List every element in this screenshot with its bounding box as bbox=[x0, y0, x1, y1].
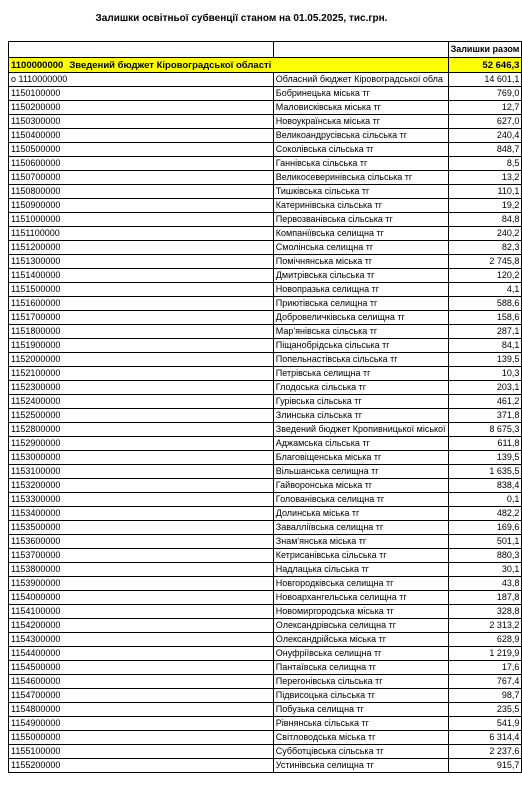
row-name: Вільшанська селищна тг bbox=[273, 465, 448, 479]
row-name: Помічнянська міська тг bbox=[273, 255, 448, 269]
row-name: Катеринівська сільська тг bbox=[273, 199, 448, 213]
row-name: Олександрійська міська тг bbox=[273, 633, 448, 647]
row-value: 235,5 bbox=[448, 703, 522, 717]
table-row bbox=[9, 577, 522, 591]
row-code: 1155100000 bbox=[9, 745, 274, 759]
table-row bbox=[9, 325, 522, 339]
row-value: 541,9 bbox=[448, 717, 522, 731]
row-code: 1151500000 bbox=[9, 283, 274, 297]
row-code: 1152500000 bbox=[9, 409, 274, 423]
row-value: 2 745,8 bbox=[448, 255, 522, 269]
row-value: 43,8 bbox=[448, 577, 522, 591]
row-name: Рівнянська сільська тг bbox=[273, 717, 448, 731]
row-name: Попельнастівська сільська тг bbox=[273, 353, 448, 367]
row-code: 1152800000 bbox=[9, 423, 274, 437]
row-code: 1154800000 bbox=[9, 703, 274, 717]
row-code: 1153800000 bbox=[9, 563, 274, 577]
document-title: Залишки освітньої субвенції станом на 01.05.2025, тис.грн. bbox=[95, 13, 388, 24]
table-row bbox=[9, 507, 522, 521]
row-code: 1154700000 bbox=[9, 689, 274, 703]
row-code: 1152100000 bbox=[9, 367, 274, 381]
row-name: Знам'янська міська тг bbox=[273, 535, 448, 549]
table-row bbox=[9, 395, 522, 409]
total-value: 52 646,3 bbox=[448, 58, 522, 73]
table-row bbox=[9, 605, 522, 619]
row-value: 110,1 bbox=[448, 185, 522, 199]
row-code: 1151200000 bbox=[9, 241, 274, 255]
row-name: Маловисківська міська тг bbox=[273, 101, 448, 115]
row-name: Тишківська сільська тг bbox=[273, 185, 448, 199]
row-code: 1154200000 bbox=[9, 619, 274, 633]
row-value: 17,6 bbox=[448, 661, 522, 675]
table-row bbox=[9, 465, 522, 479]
row-code: 1151300000 bbox=[9, 255, 274, 269]
table-row bbox=[9, 731, 522, 745]
table-row bbox=[9, 185, 522, 199]
row-name: Новопразька селищна тг bbox=[273, 283, 448, 297]
row-name: Благовіщенська міська тг bbox=[273, 451, 448, 465]
table-row bbox=[9, 213, 522, 227]
row-value: 769,0 bbox=[448, 87, 522, 101]
row-code: 1153700000 bbox=[9, 549, 274, 563]
row-name: Приютівська селищна тг bbox=[273, 297, 448, 311]
row-value: 82,3 bbox=[448, 241, 522, 255]
row-value: 139,5 bbox=[448, 451, 522, 465]
table-row bbox=[9, 619, 522, 633]
table-row bbox=[9, 339, 522, 353]
row-name: Новомиргородська міська тг bbox=[273, 605, 448, 619]
row-name: Аджамська сільська тг bbox=[273, 437, 448, 451]
table-row bbox=[9, 759, 522, 773]
row-value: 84,8 bbox=[448, 213, 522, 227]
row-name: Перегонівська сільська тг bbox=[273, 675, 448, 689]
table-row bbox=[9, 143, 522, 157]
row-name: Світловодська міська тг bbox=[273, 731, 448, 745]
row-value: 12,7 bbox=[448, 101, 522, 115]
row-code: 1153600000 bbox=[9, 535, 274, 549]
row-value: 240,2 bbox=[448, 227, 522, 241]
table-row bbox=[9, 241, 522, 255]
row-value: 120,2 bbox=[448, 269, 522, 283]
table-row bbox=[9, 493, 522, 507]
row-name: Смолінська селищна тг bbox=[273, 241, 448, 255]
table-row bbox=[9, 87, 522, 101]
total-name-cell bbox=[273, 58, 448, 73]
row-value: 2 313,2 bbox=[448, 619, 522, 633]
row-code: 1151000000 bbox=[9, 213, 274, 227]
row-name: Злинська сільська тг bbox=[273, 409, 448, 423]
row-code: 1152900000 bbox=[9, 437, 274, 451]
row-name: Петрівська селищна тг bbox=[273, 367, 448, 381]
row-name: Гурівська сільська тг bbox=[273, 395, 448, 409]
row-name: Глодоська сільська тг bbox=[273, 381, 448, 395]
row-name: Завалліївська селищна тг bbox=[273, 521, 448, 535]
table-row bbox=[9, 591, 522, 605]
row-code: 1153100000 bbox=[9, 465, 274, 479]
table-row bbox=[9, 199, 522, 213]
row-name: Піщанобрідська сільська тг bbox=[273, 339, 448, 353]
table-row bbox=[9, 115, 522, 129]
total-name: Зведений бюджет Кіровоградської області bbox=[69, 59, 272, 71]
row-value: 8 675,3 bbox=[448, 423, 522, 437]
table-row bbox=[9, 423, 522, 437]
table-row bbox=[9, 129, 522, 143]
total-code: 1100000000 Зведений бюджет Кіровоградської області bbox=[9, 58, 274, 73]
header-cell-code bbox=[9, 42, 274, 58]
row-value: 30,1 bbox=[448, 563, 522, 577]
row-value: 328,8 bbox=[448, 605, 522, 619]
row-code: 1150700000 bbox=[9, 171, 274, 185]
table-row bbox=[9, 689, 522, 703]
row-name: Надлацька сільська тг bbox=[273, 563, 448, 577]
table-row bbox=[9, 269, 522, 283]
table-row bbox=[9, 675, 522, 689]
header-cell-balance: Залишки разом bbox=[448, 42, 522, 58]
row-value: 169,6 bbox=[448, 521, 522, 535]
balances-table bbox=[8, 41, 522, 773]
row-value: 371,8 bbox=[448, 409, 522, 423]
table-row bbox=[9, 563, 522, 577]
table-row bbox=[9, 381, 522, 395]
row-code: 1150100000 bbox=[9, 87, 274, 101]
table-row bbox=[9, 745, 522, 759]
row-value: 6 314,4 bbox=[448, 731, 522, 745]
row-value: 203,1 bbox=[448, 381, 522, 395]
row-name: Великосеверинівська сільська тг bbox=[273, 171, 448, 185]
row-name: Олександрівська селищна тг bbox=[273, 619, 448, 633]
row-name: Онуфріївська селищна тг bbox=[273, 647, 448, 661]
row-value: 628,9 bbox=[448, 633, 522, 647]
row-code: 1153200000 bbox=[9, 479, 274, 493]
row-code: 1150200000 bbox=[9, 101, 274, 115]
row-name: Гайворонська міська тг bbox=[273, 479, 448, 493]
table-row bbox=[9, 549, 522, 563]
table-row bbox=[9, 297, 522, 311]
table-row bbox=[9, 101, 522, 115]
row-value: 139,5 bbox=[448, 353, 522, 367]
table-row bbox=[9, 451, 522, 465]
row-value: 240,4 bbox=[448, 129, 522, 143]
row-code: 1150300000 bbox=[9, 115, 274, 129]
row-code: 1153900000 bbox=[9, 577, 274, 591]
row-value: 158,6 bbox=[448, 311, 522, 325]
row-value: 1 219,9 bbox=[448, 647, 522, 661]
row-code: 1154100000 bbox=[9, 605, 274, 619]
row-code: 1154500000 bbox=[9, 661, 274, 675]
row-code: 1155200000 bbox=[9, 759, 274, 773]
row-code: 1152000000 bbox=[9, 353, 274, 367]
row-value: 880,3 bbox=[448, 549, 522, 563]
row-name: Зведений бюджет Кропивницької міської bbox=[273, 423, 448, 437]
row-code: 1150800000 bbox=[9, 185, 274, 199]
row-name: Пантаївська селищна тг bbox=[273, 661, 448, 675]
row-value: 98,7 bbox=[448, 689, 522, 703]
row-code: 1150600000 bbox=[9, 157, 274, 171]
row-name: Мар'янівська сільська тг bbox=[273, 325, 448, 339]
row-name: Компаніївська селищна тг bbox=[273, 227, 448, 241]
row-code: 1155000000 bbox=[9, 731, 274, 745]
row-name: Кетрисанівська сільська тг bbox=[273, 549, 448, 563]
row-name: Устинівська селищна тг bbox=[273, 759, 448, 773]
row-name: Великоандрусівська сільська тг bbox=[273, 129, 448, 143]
row-name: Підвисоцька сільська тг bbox=[273, 689, 448, 703]
row-code: 1154400000 bbox=[9, 647, 274, 661]
row-value: 915,7 bbox=[448, 759, 522, 773]
row-value: 2 237,6 bbox=[448, 745, 522, 759]
row-code: 1154300000 bbox=[9, 633, 274, 647]
row-code: 1151600000 bbox=[9, 297, 274, 311]
row-code: 1153400000 bbox=[9, 507, 274, 521]
row-code: 1153500000 bbox=[9, 521, 274, 535]
row-code: 1151700000 bbox=[9, 311, 274, 325]
row-value: 588,6 bbox=[448, 297, 522, 311]
row-value: 482,2 bbox=[448, 507, 522, 521]
row-code: 1152400000 bbox=[9, 395, 274, 409]
row-name: Субботцівська сільська тг bbox=[273, 745, 448, 759]
row-value: 0,1 bbox=[448, 493, 522, 507]
table-row bbox=[9, 409, 522, 423]
table-row bbox=[9, 255, 522, 269]
table-row bbox=[9, 311, 522, 325]
row-value: 4,1 bbox=[448, 283, 522, 297]
row-code: о 1110000000 bbox=[9, 73, 274, 87]
row-code: 1151400000 bbox=[9, 269, 274, 283]
row-code: 1152300000 bbox=[9, 381, 274, 395]
table-row bbox=[9, 479, 522, 493]
row-code: 1154000000 bbox=[9, 591, 274, 605]
table-row bbox=[9, 661, 522, 675]
row-code: 1153000000 bbox=[9, 451, 274, 465]
row-code: 1154600000 bbox=[9, 675, 274, 689]
table-row bbox=[9, 717, 522, 731]
row-value: 13,2 bbox=[448, 171, 522, 185]
row-code: 1151800000 bbox=[9, 325, 274, 339]
table-row bbox=[9, 647, 522, 661]
table-row bbox=[9, 283, 522, 297]
table-row bbox=[9, 353, 522, 367]
row-name: Побузька селищна тг bbox=[273, 703, 448, 717]
row-name: Соколівська сільська тг bbox=[273, 143, 448, 157]
row-name: Голованівська селищна тг bbox=[273, 493, 448, 507]
row-name: Обласний бюджет Кіровоградської обла bbox=[273, 73, 448, 87]
row-name: Новоархангельська селищна тг bbox=[273, 591, 448, 605]
row-code: 1151100000 bbox=[9, 227, 274, 241]
table-row bbox=[9, 157, 522, 171]
table-row bbox=[9, 703, 522, 717]
row-value: 1 635,5 bbox=[448, 465, 522, 479]
row-value: 84,1 bbox=[448, 339, 522, 353]
row-value: 8,5 bbox=[448, 157, 522, 171]
row-code: 1154900000 bbox=[9, 717, 274, 731]
table-row bbox=[9, 633, 522, 647]
row-code: 1150500000 bbox=[9, 143, 274, 157]
row-value: 848,7 bbox=[448, 143, 522, 157]
row-code: 1153300000 bbox=[9, 493, 274, 507]
row-name: Бобринецька міська тг bbox=[273, 87, 448, 101]
table-row bbox=[9, 521, 522, 535]
row-value: 501,1 bbox=[448, 535, 522, 549]
row-code: 1150900000 bbox=[9, 199, 274, 213]
row-name: Дмитрівська сільська тг bbox=[273, 269, 448, 283]
header-cell-name bbox=[273, 42, 448, 58]
row-value: 838,4 bbox=[448, 479, 522, 493]
table-row bbox=[9, 535, 522, 549]
row-value: 19,2 bbox=[448, 199, 522, 213]
row-value: 287,1 bbox=[448, 325, 522, 339]
row-name: Долинська міська тг bbox=[273, 507, 448, 521]
table-row bbox=[9, 227, 522, 241]
table-row bbox=[9, 171, 522, 185]
table-row bbox=[9, 437, 522, 451]
row-value: 187,8 bbox=[448, 591, 522, 605]
total-row bbox=[9, 58, 522, 73]
row-value: 14 601,1 bbox=[448, 73, 522, 87]
row-code: 1151900000 bbox=[9, 339, 274, 353]
row-code: 1150400000 bbox=[9, 129, 274, 143]
row-name: Ганнівська сільська тг bbox=[273, 157, 448, 171]
table-row bbox=[9, 73, 522, 87]
table-row bbox=[9, 367, 522, 381]
row-value: 767,4 bbox=[448, 675, 522, 689]
row-name: Первозванівська сільська тг bbox=[273, 213, 448, 227]
table-header-row bbox=[9, 42, 522, 58]
row-value: 10,3 bbox=[448, 367, 522, 381]
row-name: Добровеличківська селищна тг bbox=[273, 311, 448, 325]
row-value: 611,8 bbox=[448, 437, 522, 451]
row-name: Новоукраїнська міська тг bbox=[273, 115, 448, 129]
row-value: 461,2 bbox=[448, 395, 522, 409]
row-name: Новгородківська селищна тг bbox=[273, 577, 448, 591]
row-value: 627,0 bbox=[448, 115, 522, 129]
